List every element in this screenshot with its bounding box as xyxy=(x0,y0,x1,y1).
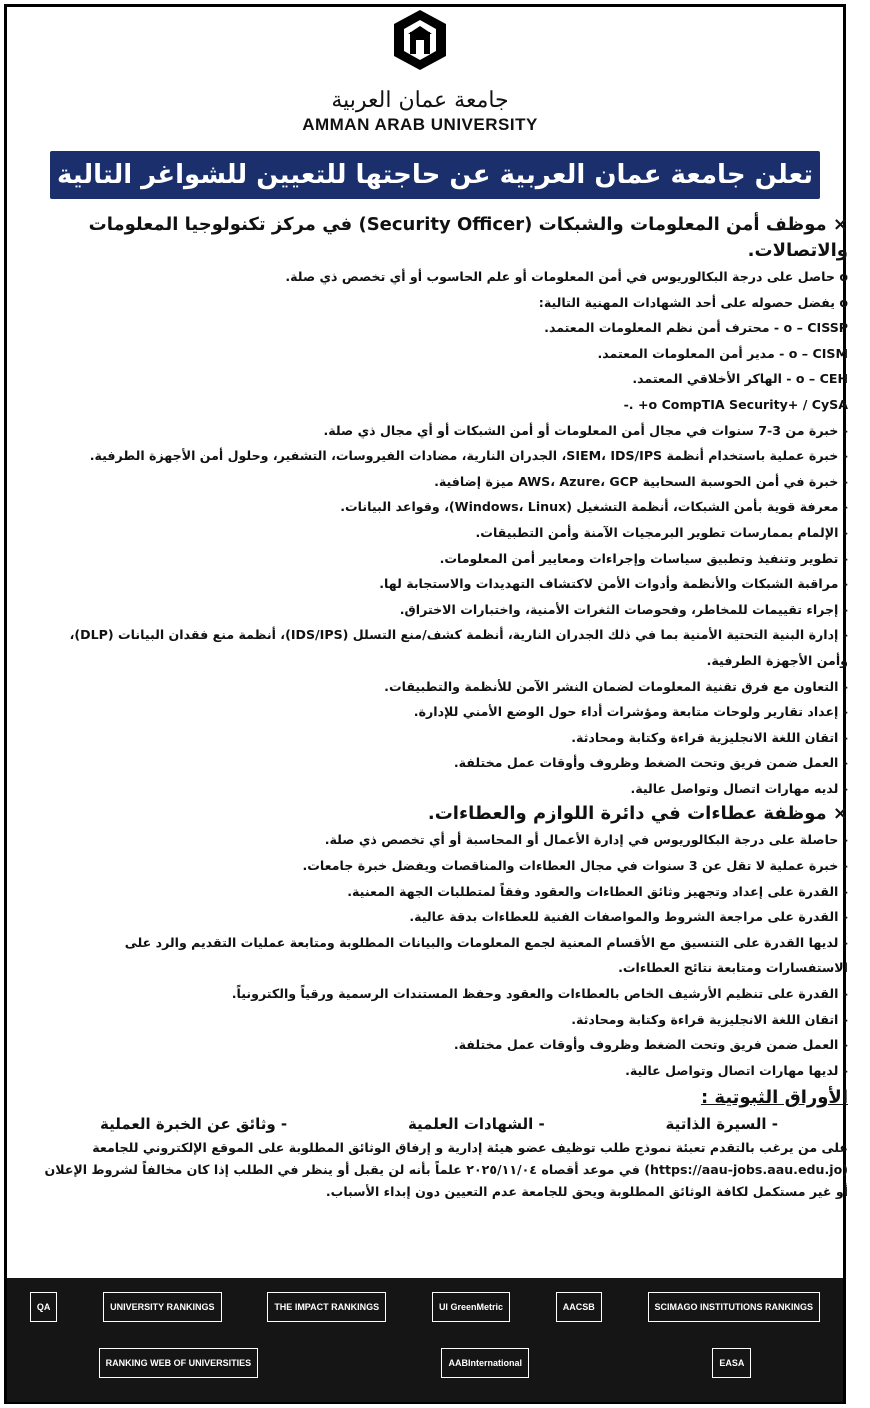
job2-title: × موظفة عطاءات في دائرة اللوازم والعطاءات. xyxy=(427,803,848,825)
requirement-item: o يفضل حصوله على أحد الشهادات المهنية التالية: xyxy=(538,294,848,310)
document-item: - وثائق عن الخبرة العملية xyxy=(100,1115,288,1134)
job1-title: × موظف أمن المعلومات والشبكات (Security Officer) في مركز تكنولوجيا المعلومات والاتصالات. xyxy=(88,214,848,261)
accreditation-logo: RANKING WEB OF UNIVERSITIES xyxy=(99,1348,259,1378)
requirement-item: - حاصلة على درجة البكالوريوس في إدارة الأعمال أو المحاسبة أو أي تخصص ذي صلة. xyxy=(324,832,848,848)
accreditation-logo: AACSB xyxy=(556,1292,602,1322)
job2-requirements xyxy=(40,827,848,1083)
document-item: - الشهادات العلمية xyxy=(407,1115,545,1134)
accreditation-logo: UI GreenMetric xyxy=(432,1292,510,1322)
requirement-item: - معرفة قوية بأمن الشبكات، أنظمة التشغيل (Windows، Linux)، وقواعد البيانات. xyxy=(340,499,848,515)
requirement-item: - العمل ضمن فريق وتحت الضغط وظروف وأوقات عمل مختلفة. xyxy=(453,1037,848,1053)
requirement-item: - خبرة عملية لا تقل عن 3 سنوات في مجال العطاءات والمناقصات ويفضل خبرة جامعات. xyxy=(302,858,848,874)
requirement-item: - التعاون مع فرق تقنية المعلومات لضمان النشر الآمن للأنظمة والتطبيقات. xyxy=(384,678,848,694)
requirement-item: - إدارة البنية التحتية الأمنية بما في ذلك الجدران النارية، أنظمة كشف/منع التسلل (IDS/IPS)، أنظمة منع فقدان البيانات (DLP)، وأمن الأجهزة الطرفية. xyxy=(69,627,848,668)
requirement-item: o – CISSP - محترف أمن نظم المعلومات المعتمد. xyxy=(544,320,848,336)
requirement-item: o CompTIA Security+ / CySA+ .- xyxy=(623,396,848,412)
requirement-item: - خبرة من 3-7 سنوات في مجال أمن المعلومات أو أمن الشبكات أو أي مجال ذي صلة. xyxy=(323,422,848,438)
accreditation-logo: SCIMAGO INSTITUTIONS RANKINGS xyxy=(648,1292,821,1322)
university-name-english: AMMAN ARAB UNIVERSITY xyxy=(302,115,538,134)
documents-list xyxy=(40,1111,848,1137)
document-item: - السيرة الذاتية xyxy=(665,1115,778,1134)
header xyxy=(0,8,840,135)
requirement-item: - تطوير وتنفيذ وتطبيق سياسات وإجراءات ومعايير أمن المعلومات. xyxy=(439,550,848,566)
university-name-arabic: جامعة عمان العربية xyxy=(331,88,509,113)
ad-content xyxy=(40,212,848,1203)
requirement-item: - لديه مهارات اتصال وتواصل عالية. xyxy=(630,780,848,796)
accreditation-logo: QA xyxy=(30,1292,58,1322)
requirement-item: - إجراء تقييمات للمخاطر، وفحوصات الثغرات الأمنية، واختبارات الاختراق. xyxy=(399,601,848,617)
requirement-item: - القدرة على إعداد وتجهيز وثائق العطاءات والعقود وفقاً لمتطلبات الجهة المعنية. xyxy=(347,883,848,899)
requirement-item: o – CEH - الهاكر الأخلاقي المعتمد. xyxy=(632,371,848,387)
requirement-item: o – CISM - مدير أمن المعلومات المعتمد. xyxy=(597,345,848,361)
requirement-item: - القدرة على مراجعة الشروط والمواصفات الفنية للعطاءات بدقة عالية. xyxy=(409,909,848,925)
documents-title: الأوراق الثبوتية : xyxy=(700,1087,848,1109)
requirement-item: - الإلمام بممارسات تطوير البرمجيات الآمنة وأمن التطبيقات. xyxy=(475,524,848,540)
accreditations-strip xyxy=(7,1278,843,1402)
requirement-item: - لديها القدرة على التنسيق مع الأقسام المعنية لجمع المعلومات والبيانات المطلوبة ومتابعة عمليات التقديم والرد على الاستفسارات ومتابعة نتائج العطاءات. xyxy=(124,934,848,976)
requirement-item: - القدرة على تنظيم الأرشيف الخاص بالعطاءات والعقود وحفظ المستندات الرسمية ورقياً والكترونياً. xyxy=(231,986,848,1002)
requirement-item: - العمل ضمن فريق وتحت الضغط وظروف وأوقات عمل مختلفة. xyxy=(453,755,848,771)
announcement-banner: تعلن جامعة عمان العربية عن حاجتها للتعيين للشواغر التالية xyxy=(50,151,820,199)
job1-requirements xyxy=(40,264,848,801)
requirement-item: o حاصل على درجة البكالوريوس في أمن المعلومات أو علم الحاسوب أو أي تخصص ذي صلة. xyxy=(285,269,848,284)
accreditations-row-1 xyxy=(7,1292,843,1322)
requirement-item: - خبرة عملية باستخدام أنظمة SIEM، IDS/IPS، الجدران النارية، مضادات الفيروسات، التشفير، وحلول أمن الأجهزة الطرفية. xyxy=(89,448,848,464)
accreditation-logo: EASA xyxy=(712,1348,751,1378)
accreditation-logo: UNIVERSITY RANKINGS xyxy=(103,1292,221,1322)
university-logo-icon xyxy=(390,8,450,78)
requirement-item: - خبرة في أمن الحوسبة السحابية AWS، Azure، GCP ميزة إضافية. xyxy=(434,473,848,489)
requirement-item: - مراقبة الشبكات والأنظمة وأدوات الأمن لاكتشاف التهديدات والاستجابة لها. xyxy=(379,576,848,592)
requirement-item: - إعداد تقارير ولوحات متابعة ومؤشرات أداء حول الوضع الأمني للإدارة. xyxy=(413,704,848,720)
application-instructions: على من يرغب بالتقدم تعبئة نموذج طلب توظيف عضو هيئة إدارية و إرفاق الوثائق المطلوبة على الموقع الإلكتروني للجامعة (https://aau-jobs.aau.edu.jo) في موعد أقصاه ٢٠٢٥/١١/٠٤ علماً بأنه لن يقبل أو ينظر في الطلب إذا كان مخالفاً لشروط الإعلان أو غير مستكمل لكافة الوثائق المطلوبة ويحق للجامعة عدم التعيين دون إبداء الأسباب. xyxy=(44,1140,848,1200)
accreditations-row-2 xyxy=(7,1348,843,1378)
accreditation-logo: AABInternational xyxy=(441,1348,529,1378)
requirement-item: - لديها مهارات اتصال وتواصل عالية. xyxy=(625,1062,848,1078)
requirement-item: - اتقان اللغة الانجليزية قراءة وكتابة ومحادثة. xyxy=(571,729,848,745)
requirement-item: - اتقان اللغة الانجليزية قراءة وكتابة ومحادثة. xyxy=(571,1011,848,1027)
accreditation-logo: THE IMPACT RANKINGS xyxy=(267,1292,386,1322)
